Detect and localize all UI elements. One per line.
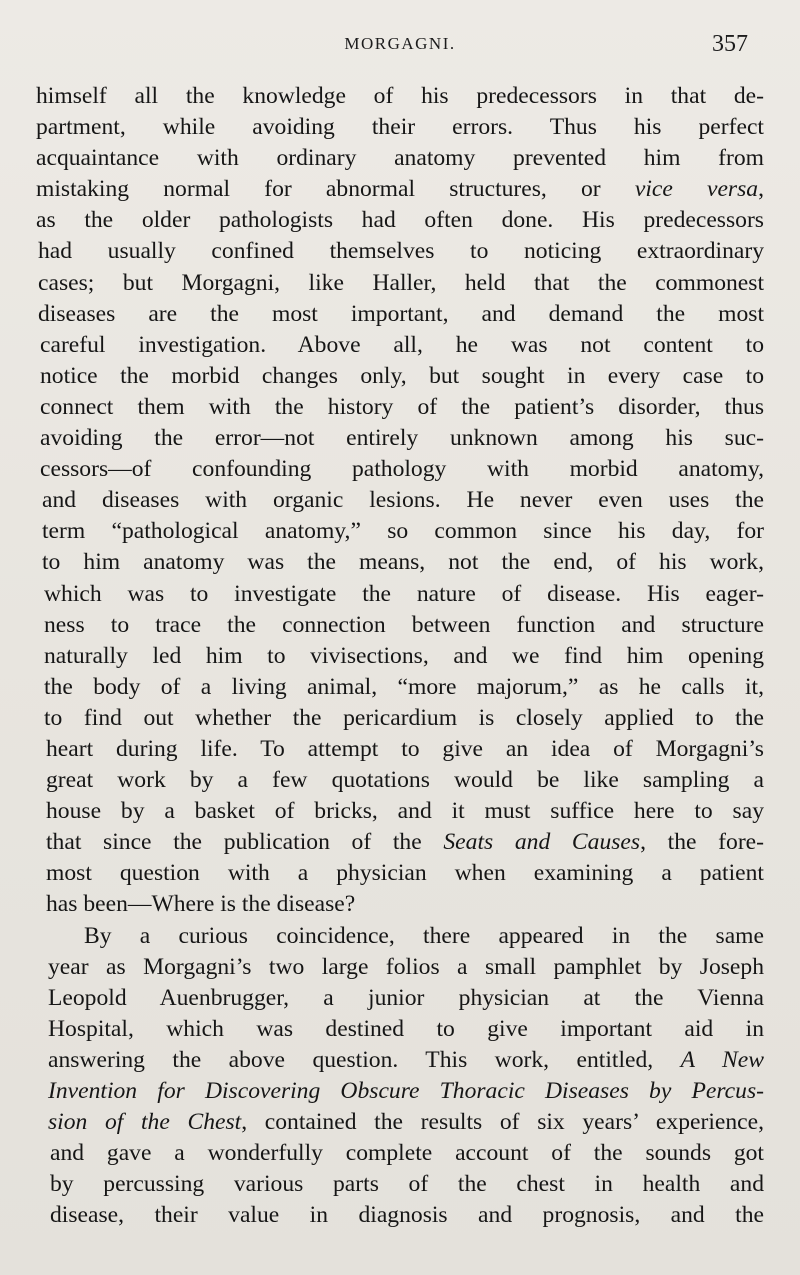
- text-line: has been—Where is the disease?: [46, 891, 356, 918]
- body-text: [36, 81, 764, 1231]
- text-line: had usually confined themselves to noticing extraordinary: [38, 238, 764, 265]
- text-line: the body of a living animal, “more majorum,” as he calls it,: [44, 673, 764, 700]
- text-line: cases; but Morgagni, like Haller, held that the commonest: [38, 269, 764, 296]
- text-line: cessors—of confounding pathology with morbid anatomy,: [40, 456, 764, 483]
- text-line: and diseases with organic lesions. He never even uses the: [42, 487, 764, 514]
- text-line: naturally led him to vivisections, and we find him opening: [44, 642, 764, 669]
- text-line: avoiding the error—not entirely unknown among his suc-: [40, 425, 764, 452]
- text-line: notice the morbid changes only, but sought in every case to: [40, 362, 764, 389]
- text-line: By a curious coincidence, there appeared in the same: [84, 922, 764, 949]
- text-line: connect them with the history of the patient’s disorder, thus: [40, 393, 764, 420]
- text-line: by percussing various parts of the chest in health and: [50, 1171, 764, 1198]
- text-line: house by a basket of bricks, and it must suffice here to say: [46, 798, 764, 825]
- text-line: acquaintance with ordinary anatomy prevented him from: [36, 145, 764, 172]
- text-line: term “pathological anatomy,” so common since his day, for: [42, 518, 764, 545]
- text-line: to him anatomy was the means, not the end, of his work,: [42, 549, 764, 576]
- text-line: Leopold Auenbrugger, a junior physician at the Vienna: [48, 984, 764, 1011]
- text-line: partment, while avoiding their errors. Thus his perfect: [36, 114, 764, 141]
- text-line: answering the above question. This work, entitled, A New: [48, 1046, 764, 1073]
- text-line: himself all the knowledge of his predecessors in that de-: [36, 83, 764, 109]
- page-number: 357: [712, 31, 748, 57]
- text-line: disease, their value in diagnosis and prognosis, and the: [50, 1202, 764, 1229]
- text-line: most question with a physician when examining a patient: [46, 860, 764, 887]
- text-line: as the older pathologists had often done. His predecessors: [36, 207, 764, 234]
- text-line: great work by a few quotations would be like sampling a: [46, 767, 764, 794]
- text-line: heart during life. To attempt to give an idea of Morgagni’s: [46, 735, 764, 762]
- text-line: sion of the Chest, contained the results of six years’ experience,: [48, 1109, 764, 1136]
- text-line: diseases are the most important, and demand the most: [38, 300, 764, 327]
- text-line: mistaking normal for abnormal structures, or vice versa,: [36, 176, 765, 203]
- text-line: Invention for Discovering Obscure Thoracic Diseases by Percus-: [48, 1078, 764, 1104]
- running-head: [0, 31, 800, 61]
- text-line: which was to investigate the nature of disease. His eager-: [44, 580, 764, 607]
- text-line: year as Morgagni’s two large folios a small pamphlet by Joseph: [48, 953, 764, 980]
- text-line: to find out whether the pericardium is closely applied to the: [44, 704, 764, 731]
- text-line: Hospital, which was destined to give important aid in: [48, 1015, 764, 1042]
- text-line: careful investigation. Above all, he was not content to: [40, 331, 764, 358]
- text-line: that since the publication of the Seats and Causes, the fore-: [46, 829, 765, 856]
- text-line: ness to trace the connection between function and structure: [44, 611, 764, 638]
- running-title: MORGAGNI.: [344, 34, 456, 53]
- text-line: and gave a wonderfully complete account of the sounds got: [50, 1140, 764, 1167]
